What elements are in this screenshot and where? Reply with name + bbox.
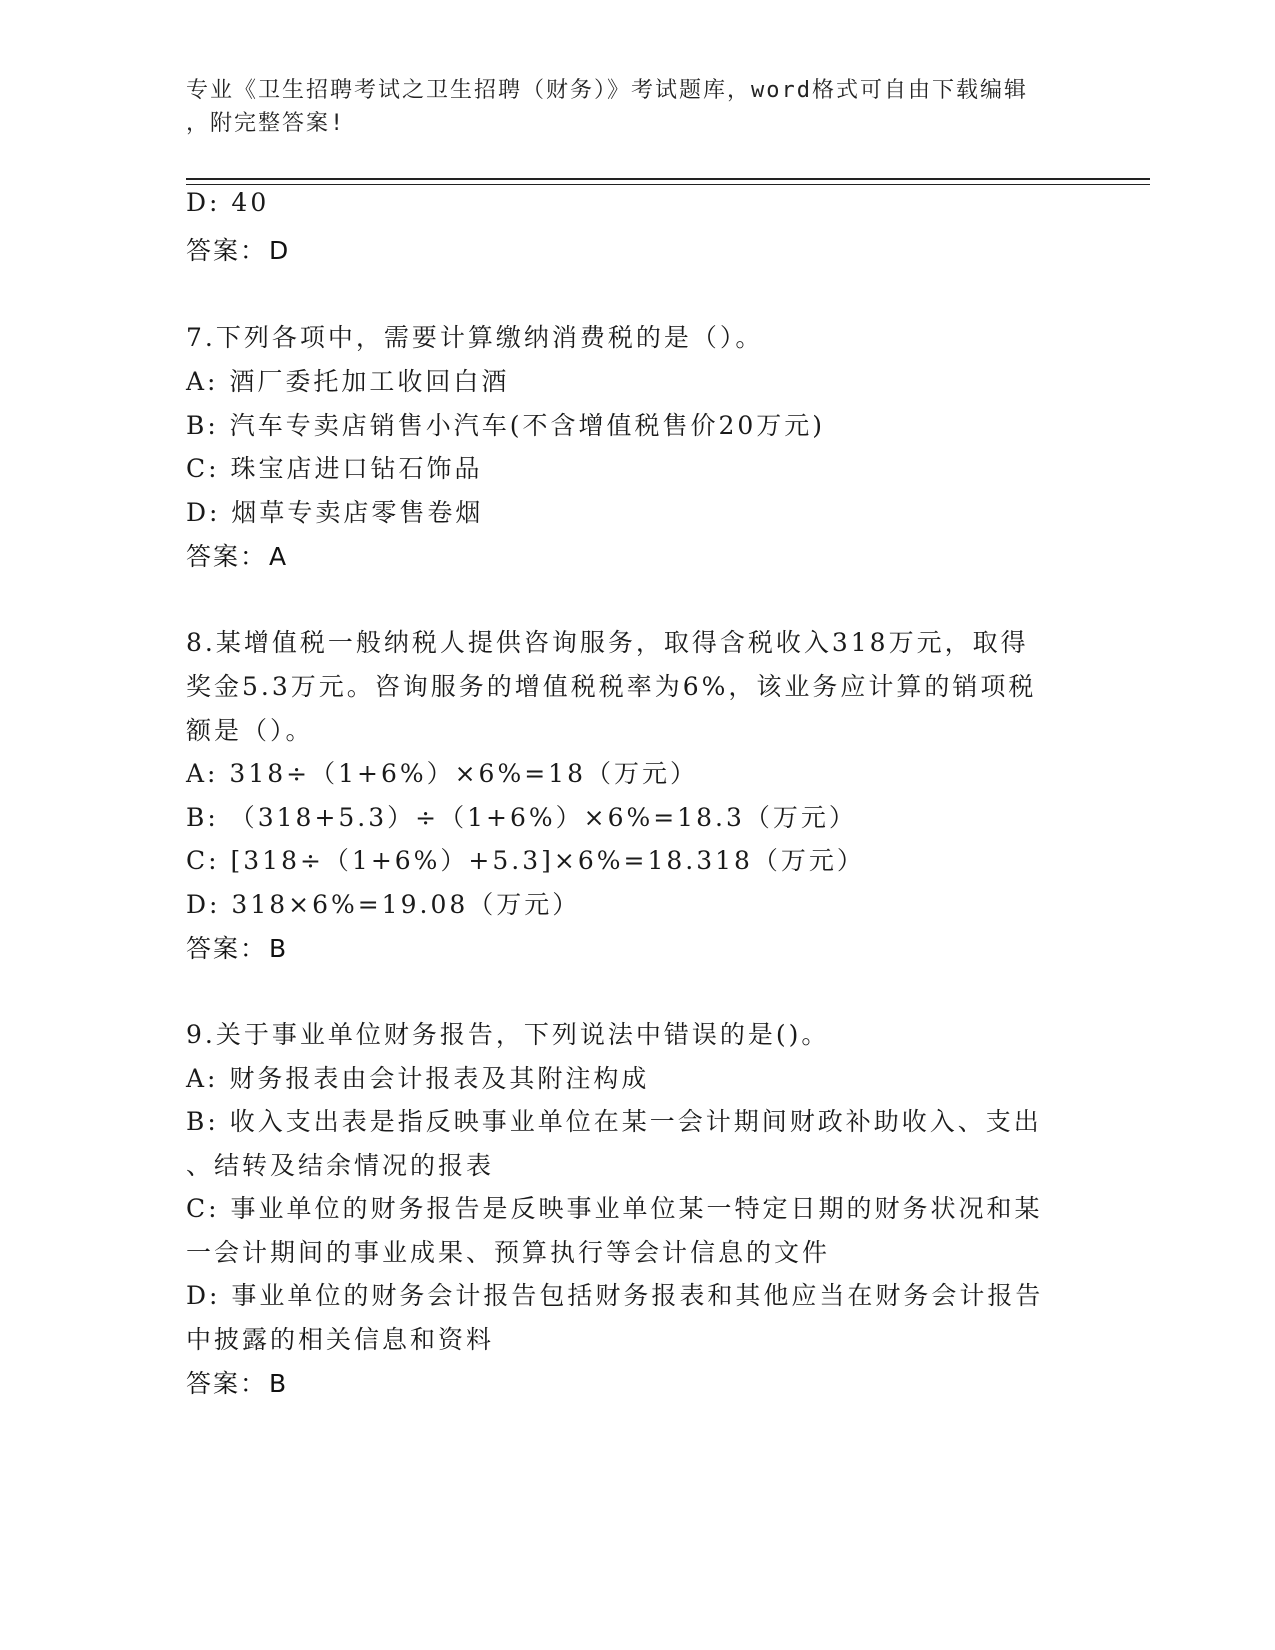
q7-option-a: A: 酒厂委托加工收回白酒 — [186, 367, 510, 396]
q9-option-b-line-1: B: 收入支出表是指反映事业单位在某一会计期间财政补助收入、支出 — [186, 1107, 1042, 1136]
answer-label: 答案： — [186, 542, 268, 571]
answer-label: 答案： — [186, 1369, 268, 1398]
q9-option-d-line-1: D: 事业单位的财务会计报告包括财务报表和其他应当在财务会计报告 — [186, 1281, 1044, 1310]
q9-option-d-line-2: 中披露的相关信息和资料 — [186, 1325, 495, 1354]
q7-answer — [186, 537, 288, 573]
answer-value: A — [269, 542, 289, 571]
q7-option-b: B: 汽车专卖店销售小汽车(不含增值税售价20万元) — [186, 411, 826, 440]
q8-answer — [186, 929, 288, 965]
q8-stem-line-1: 8.某增值税一般纳税人提供咨询服务，取得含税收入318万元，取得 — [186, 628, 1029, 657]
q8-option-d: D: 318×6%=19.08（万元） — [186, 890, 581, 919]
answer-value: B — [269, 1369, 289, 1398]
q9-option-c-line-1: C: 事业单位的财务报告是反映事业单位某一特定日期的财务状况和某 — [186, 1194, 1043, 1223]
q7-stem: 7.下列各项中，需要计算缴纳消费税的是（）。 — [186, 323, 764, 352]
header-line-1: 专业《卫生招聘考试之卫生招聘（财务）》考试题库，word格式可自由下载编辑 — [186, 78, 1028, 103]
q7-option-d: D: 烟草专卖店零售卷烟 — [186, 498, 484, 527]
q7-option-c: C: 珠宝店进口钻石饰品 — [186, 454, 483, 483]
q8-stem-line-2: 奖金5.3万元。咨询服务的增值税税率为6%，该业务应计算的销项税 — [186, 672, 1037, 701]
q9-option-b-line-2: 、结转及结余情况的报表 — [186, 1151, 495, 1180]
q9-option-a: A: 财务报表由会计报表及其附注构成 — [186, 1064, 650, 1093]
q9-option-c-line-2: 一会计期间的事业成果、预算执行等会计信息的文件 — [186, 1238, 831, 1267]
answer-label: 答案： — [186, 236, 268, 265]
q8-stem-line-3: 额是（）。 — [186, 716, 314, 745]
prev-option-d: D: 40 — [186, 188, 270, 217]
q9-answer — [186, 1364, 288, 1400]
header-rule-thick — [186, 178, 1150, 180]
prev-answer — [186, 231, 290, 267]
q8-option-a: A: 318÷（1+6%）×6%=18（万元） — [186, 759, 698, 788]
q9-stem: 9.关于事业单位财务报告，下列说法中错误的是()。 — [186, 1020, 830, 1049]
header-rule-thin — [186, 184, 1150, 185]
answer-value: B — [269, 934, 289, 963]
q8-option-c: C: [318÷（1+6%）+5.3]×6%=18.318（万元） — [186, 846, 865, 875]
header-line-2: ，附完整答案! — [186, 111, 346, 136]
document-header — [186, 74, 1066, 140]
q8-option-b: B: （318+5.3）÷（1+6%）×6%=18.3（万元） — [186, 803, 857, 832]
answer-value: D — [269, 236, 291, 265]
answer-label: 答案： — [186, 934, 268, 963]
